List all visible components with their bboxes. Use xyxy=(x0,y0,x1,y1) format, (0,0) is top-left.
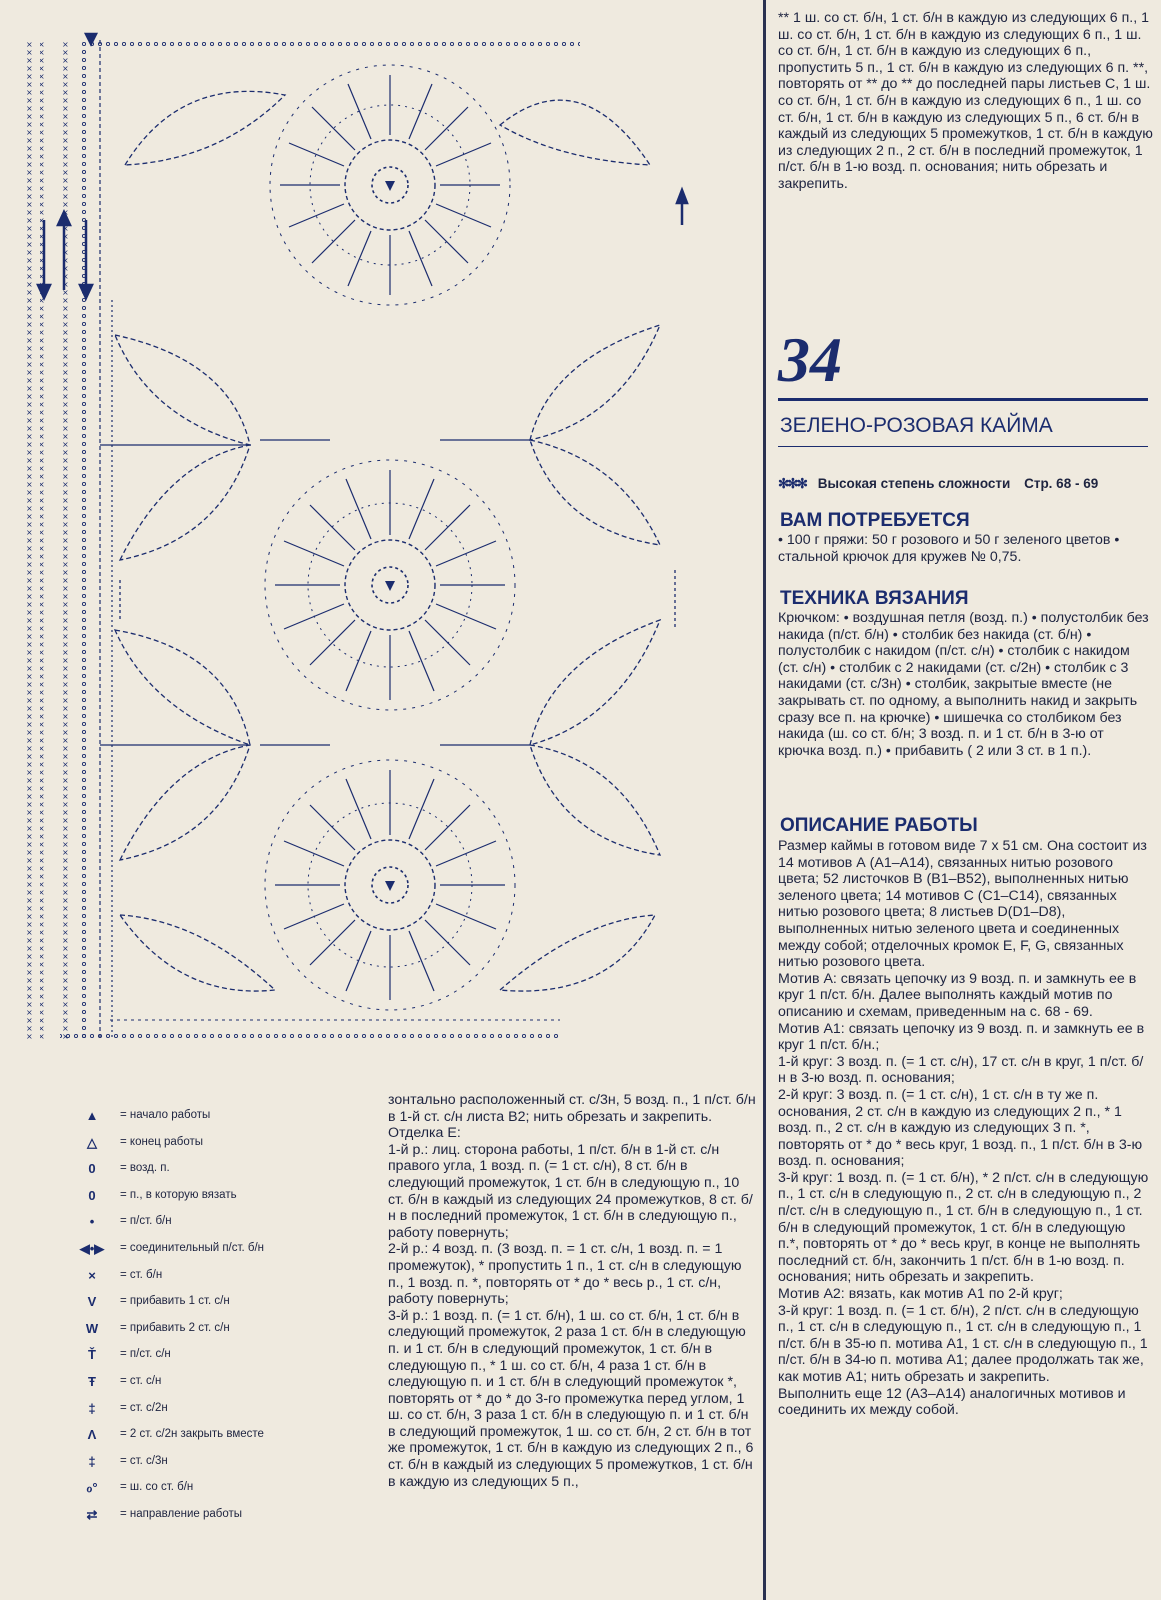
legend-label: = п/ст. с/н xyxy=(120,1348,171,1361)
legend-item xyxy=(72,1372,372,1399)
legend-symbol: 0 xyxy=(88,1187,96,1203)
legend-item xyxy=(72,1425,372,1452)
legend-symbol: Ŧ xyxy=(88,1373,96,1389)
legend-symbol: V xyxy=(87,1294,97,1310)
crochet-chart-diagram xyxy=(0,0,760,1070)
legend-symbol: • xyxy=(89,1214,95,1230)
connector-lines xyxy=(100,440,675,745)
chart-legend xyxy=(72,1106,372,1532)
title-rule xyxy=(778,398,1148,401)
motif-flower-top xyxy=(270,65,510,305)
page-title: ЗЕЛЕНО-РОЗОВАЯ КАЙМА xyxy=(780,414,1053,437)
legend-label: = ст. б/н xyxy=(120,1268,163,1281)
paragraph: 2-й р.: 4 возд. п. (3 возд. п. = 1 ст. с/н, 1 возд. п. = 1 промежуток), * пропустить 1 п., 1 ст. с/н в следующую п., 1 возд. п. *, повторять от * до * весь р., 1 ст. с/н, работу повернуть; xyxy=(388,1241,742,1308)
legend-label: = начало работы xyxy=(120,1109,211,1121)
legend-label: = п/ст. б/н xyxy=(120,1215,172,1228)
materials-text xyxy=(778,532,1150,565)
legend-label: = ст. с/н xyxy=(120,1374,162,1387)
legend-item xyxy=(72,1106,372,1133)
legend-symbol: ‡ xyxy=(88,1400,96,1416)
page-reference: Стр. 68 - 69 xyxy=(1024,476,1099,491)
legend-symbol: ⇄ xyxy=(86,1506,98,1522)
legend-symbol: × xyxy=(88,1267,96,1283)
paragraph: Мотив А2: вязать, как мотив А1 по 2-й круг; xyxy=(778,1286,1063,1303)
leaves xyxy=(115,91,660,991)
paragraph: 2-й круг: 3 возд. п. (= 1 ст. с/н), 1 ст. с/н в ту же п. основания, 2 ст. с/н в каждую из следующих 2 п., * 1 возд. п., 2 ст. с/н в каждую из следующих 3 п. *, повторять от * до * весь круг, 1 возд. п., 1 п/ст. б/н в 3-ю возд. п. основания; xyxy=(778,1086,1143,1170)
section-number: 34 xyxy=(778,324,842,395)
direction-arrows xyxy=(38,34,687,298)
paragraph: ** 1 ш. со ст. б/н, 1 ст. б/н в каждую из следующих 6 п., 1 ш. со ст. б/н, 1 ст. б/н в каждую из следующих 6 п., 1 ш. со ст. б/н, 1 ст. б/н в каждую из следующих 6 п., пропустить 5 п., 1 ст. б/н в каждую из следующих 6 п. **, повторять от ** до ** до последней пары листьев С, 1 ш. со ст. б/н, 1 ст. б/н в каждую из следующих 6 п., 1 ш. со ст. б/н, 1 ст. б/н в каждую из следующих 5 п., 6 ст. б/н в каждый из следующих 5 промежутков, 1 ст. б/н в каждую из следующих 2 п., 2 ст. б/н в последний промежуток, 1 п/ст. б/н в 1-ю возд. п. основания; нить обрезать и закрепить. xyxy=(778,10,1153,192)
legend-item xyxy=(72,1478,372,1505)
legend-symbol: ‡ xyxy=(88,1453,96,1469)
top-bottom-border xyxy=(60,42,580,1040)
legend-label: = конец работы xyxy=(120,1135,204,1148)
legend-label: = п., в которую вязать xyxy=(120,1188,237,1201)
legend-item xyxy=(72,1452,372,1479)
paragraph: Мотив А1: связать цепочку из 9 возд. п. и замкнуть ее в круг 1 п/ст. б/н.; xyxy=(778,1020,1145,1054)
materials-heading: ВАМ ПОТРЕБУЕТСЯ xyxy=(780,510,970,531)
description-heading: ОПИСАНИЕ РАБОТЫ xyxy=(780,815,978,836)
paragraph: 3-й круг: 1 возд. п. (= 1 ст. б/н), * 2 п/ст. с/н в следующую п., 1 ст. с/н в следующую п., 2 ст. с/н в следующую п., 2 п/ст. с/н в следующую п., 1 ст. б/н в следующую п., 1 ст. б/н в следующий промежуток, 1 ст. б/н в следующую п.*, повторять от * до * весь круг, в конце не выполнять последний ст. б/н, закончить 1 п/ст. б/н в 1-ю возд. п. основания; нить обрезать и закрепить. xyxy=(778,1169,1149,1286)
legend-item xyxy=(72,1133,372,1160)
legend-symbol: ▲ xyxy=(85,1108,99,1123)
legend-symbol: W xyxy=(85,1320,99,1336)
legend-item xyxy=(72,1239,372,1266)
legend-item xyxy=(72,1505,372,1532)
paragraph: 1-й р.: лиц. сторона работы, 1 п/ст. б/н в 1-й ст. с/н правого угла, 1 возд. п. (= 1 ст. с/н), 8 ст. б/н в следующий промежуток, 1 ст. б/н в следующую п., 10 ст. б/н в каждый из следующих 24 промежутков, 8 ст. б/н в последний промежуток, 1 ст. б/н в следующую п., работу повернуть; xyxy=(388,1141,753,1241)
paragraph: Крючком: • воздушная петля (возд. п.) • полустолбик без накида (п/ст. б/н) • столбик без накида (ст. б/н) • полустолбик с накидом (п/ст. с/н) • столбик с накидом (ст. с/н) • столбик с 2 накидами (ст. с/2н) • столбик с 3 накидами (ст. с/3н) • столбик, закрытые вместе (не закрывать ст. по одному, а выполнить накид и закрыть сразу все п. на крючке) • шишечка со столбиком без накида (ш. со ст. б/н; 3 возд. п. и 1 ст. б/н в 3-ю от крючка возд. п.) • прибавить ( 2 или 3 ст. в 1 п.). xyxy=(778,610,1149,759)
motif-flower-bottom xyxy=(265,760,515,1010)
legend-symbol: △ xyxy=(87,1134,97,1150)
paragraph: Мотив А: связать цепочку из 9 возд. п. и замкнуть ее в круг 1 п/ст. б/н. Далее выполнять каждый мотив по описанию и схемам, приведенным на с. 68 - 69. xyxy=(778,970,1137,1020)
legend-symbol: ℴ° xyxy=(86,1480,98,1496)
legend-item xyxy=(72,1186,372,1213)
title-rule-thin xyxy=(778,446,1148,447)
legend-symbol: ◀•▶ xyxy=(79,1240,105,1256)
paragraph: • 100 г пряжи: 50 г розового и 50 г зеленого цветов • стальной крючок для кружев № 0,75. xyxy=(778,532,1120,565)
legend-item xyxy=(72,1159,372,1186)
motif-flower-middle xyxy=(265,460,515,710)
paragraph: Выполнить еще 12 (А3–А14) аналогичных мотивов и соединить их между собой. xyxy=(778,1385,1126,1419)
legend-label: = ст. с/3н xyxy=(120,1454,168,1467)
legend-label: = возд. п. xyxy=(120,1162,170,1175)
legend-symbol: Λ xyxy=(87,1427,97,1443)
legend-item xyxy=(72,1319,372,1346)
paragraph: 3-й р.: 1 возд. п. (= 1 ст. б/н), 1 ш. со ст. б/н, 1 ст. б/н в следующий промежуток, 2 раза 1 ст. б/н в следующую п. и 1 ст. б/н в следующий промежуток, 1 ст. б/н в следующую п., * 1 ш. со ст. б/н, 4 раза 1 ст. б/н в следующую п. и 1 ст. б/н в следующий промежуток *, повторять от * до * до 3-го промежутка перед углом, 1 ш. со ст. б/н, 3 раза 1 ст. б/н в следующую п. и 1 ст. б/н в следующий промежуток, 1 ш. со ст. б/н, 2 ст. б/н в тот же промежуток, 1 ст. б/н в каждую из следующих 2 п., 6 ст. б/н в каждый из следующих 5 промежутков, 1 ст. б/н в каждую из следующих 5 п., xyxy=(388,1307,754,1490)
difficulty-stars-icon: ✻✻✻ xyxy=(778,476,806,491)
paragraph: 3-й круг: 1 возд. п. (= 1 ст. б/н), 2 п/ст. с/н в следующую п., 1 ст. с/н в следующую п., 1 ст. с/н в следующую п., 1 п/ст. б/н в 35-ю п. мотива А1, 1 ст. с/н в следующую п., 1 п/ст. б/н в 34-ю п. мотива А1; далее продолжать так же, как мотив А1; нить обрезать и закрепить. xyxy=(778,1302,1148,1385)
technique-heading: ТЕХНИКА ВЯЗАНИЯ xyxy=(780,588,969,609)
legend-item xyxy=(72,1345,372,1372)
legend-item xyxy=(72,1399,372,1426)
legend-label: = 2 ст. с/2н закрыть вместе xyxy=(120,1428,264,1441)
legend-label: = ш. со ст. б/н xyxy=(120,1481,194,1494)
difficulty-row xyxy=(778,476,1098,492)
paragraph: 1-й круг: 3 возд. п. (= 1 ст. с/н), 17 ст. с/н в круг, 1 п/ст. б/н в 3-ю возд. п. основания; xyxy=(778,1053,1144,1087)
legend-symbol: Ť xyxy=(88,1347,96,1363)
legend-label: = соединительный п/ст. б/н xyxy=(120,1241,265,1254)
difficulty-label: Высокая степень сложности xyxy=(817,476,1011,491)
legend-item xyxy=(72,1292,372,1319)
legend-symbol: 0 xyxy=(88,1161,96,1177)
legend-label: = ст. с/2н xyxy=(120,1401,168,1414)
legend-label: = прибавить 1 ст. с/н xyxy=(120,1295,230,1308)
middle-column-text xyxy=(388,1092,756,1490)
legend-item xyxy=(72,1266,372,1293)
right-top-paragraph xyxy=(778,10,1156,193)
left-edge-border xyxy=(22,40,112,1040)
technique-text xyxy=(778,610,1150,759)
legend-label: = прибавить 2 ст. с/н xyxy=(120,1321,230,1334)
description-text xyxy=(778,838,1150,1419)
column-divider xyxy=(763,0,766,1600)
paragraph: зонтально расположенный ст. с/3н, 5 возд. п., 1 п/ст. б/н в 1-й ст. с/н листа В2; нить обрезать и закрепить. xyxy=(388,1092,756,1125)
legend-label: = направление работы xyxy=(120,1507,243,1520)
paragraph: Отделка Е: xyxy=(388,1125,461,1142)
legend-item xyxy=(72,1212,372,1239)
paragraph: Размер каймы в готовом виде 7 х 51 см. Она состоит из 14 мотивов А (А1–А14), связанных нитью розового цвета; 52 листочков В (В1–В52), выполненных нитью зеленого цвета; 14 мотивов С (С1–С14), связанных нитью розового цвета; 8 листьев D(D1–D8), выполненных нитью зеленого цвета и соединенных между собой; отделочных кромок Е, F, G, связанных нитью розового цвета. xyxy=(778,838,1147,971)
